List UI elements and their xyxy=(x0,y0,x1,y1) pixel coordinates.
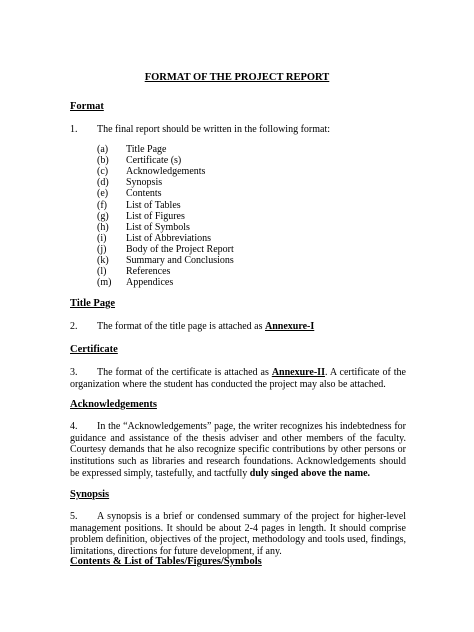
format-list-item: Body of the Project Report xyxy=(126,243,234,255)
title-page-heading: Title Page xyxy=(70,298,116,309)
format-item-text: The final report should be written in the following format: xyxy=(97,124,330,135)
title-page-item-text xyxy=(97,321,314,332)
format-list-letter: (k) xyxy=(97,255,109,266)
format-list-item: List of Symbols xyxy=(126,221,190,233)
page-title: FORMAT OF THE PROJECT REPORT xyxy=(144,72,330,83)
format-list-item: Title Page xyxy=(126,144,167,155)
certificate-item-number: 3. xyxy=(70,367,78,378)
format-list-letter: (h) xyxy=(97,221,109,233)
format-list-letter: (a) xyxy=(97,144,109,155)
certificate-text-after: . A certificate of the organization where the student has conducted the project may also be attached. xyxy=(70,367,406,390)
contents-heading: Contents & List of Tables/Figures/Symbols xyxy=(70,556,262,567)
synopsis-text: A synopsis is a brief or condensed summary of the project for higher-level management positions. It should be about 2-4 pages in length. It should comprise problem definition, objectives of the project, methodology and tools used, findings, limitations, directions for future development, if any. xyxy=(70,511,406,558)
synopsis-heading: Synopsis xyxy=(70,489,110,500)
title-page-sentence: The format of the title page is attached as xyxy=(97,321,265,332)
format-list-letter: (l) xyxy=(97,266,107,278)
format-list-item: Acknowledgements xyxy=(126,166,206,178)
certificate-text-before: The format of the certificate is attached as xyxy=(97,367,272,378)
acknowledgements-text: In the “Acknowledgements” page, the writer recognizes his indebtedness for guidance and assistance of the thesis adviser and other members of the faculty. Courtesy demands that he also recognize specific contributions by other persons or institutions such as libraries and research foundations. Acknowledgements should be expressed simply, tastefully, and tactfully xyxy=(70,421,406,479)
format-list-letter: (c) xyxy=(97,166,109,178)
format-list-letter: (i) xyxy=(97,232,107,244)
format-heading: Format xyxy=(70,101,104,112)
acknowledgements-heading: Acknowledgements xyxy=(70,399,157,410)
certificate-heading: Certificate xyxy=(70,344,118,355)
format-list-item: Contents xyxy=(126,188,162,200)
format-list-letter: (e) xyxy=(97,188,109,200)
annexure-i-reference: Annexure-I xyxy=(265,321,315,332)
title-page-item-number: 2. xyxy=(70,321,78,332)
synopsis-paragraph xyxy=(70,511,406,558)
format-list-item: Synopsis xyxy=(126,177,163,189)
format-list-item: Summary and Conclusions xyxy=(126,255,234,266)
format-list-letter: (j) xyxy=(97,243,107,255)
acknowledgements-paragraph xyxy=(70,421,406,480)
format-list-letter: (f) xyxy=(97,199,107,211)
annexure-ii-reference: Annexure-II xyxy=(271,367,325,378)
format-list-item: Certificate (s) xyxy=(126,155,182,167)
format-list-letter: (b) xyxy=(97,155,109,167)
format-list-item: List of Tables xyxy=(126,199,181,211)
acknowledgements-bold-tail: duly singed above the name. xyxy=(249,467,371,479)
format-list-item: List of Figures xyxy=(126,210,185,222)
certificate-paragraph xyxy=(70,367,406,390)
format-list-item: References xyxy=(126,266,171,278)
format-list-letter: (g) xyxy=(97,210,109,222)
format-list-item: Appendices xyxy=(126,277,174,289)
format-list-item: List of Abbreviations xyxy=(126,232,211,244)
format-list-letter: (m) xyxy=(97,277,112,289)
format-item-number: 1. xyxy=(70,124,78,135)
format-list-letter: (d) xyxy=(97,177,109,189)
synopsis-item-number: 5. xyxy=(70,511,78,522)
acknowledgements-item-number: 4. xyxy=(70,421,78,432)
